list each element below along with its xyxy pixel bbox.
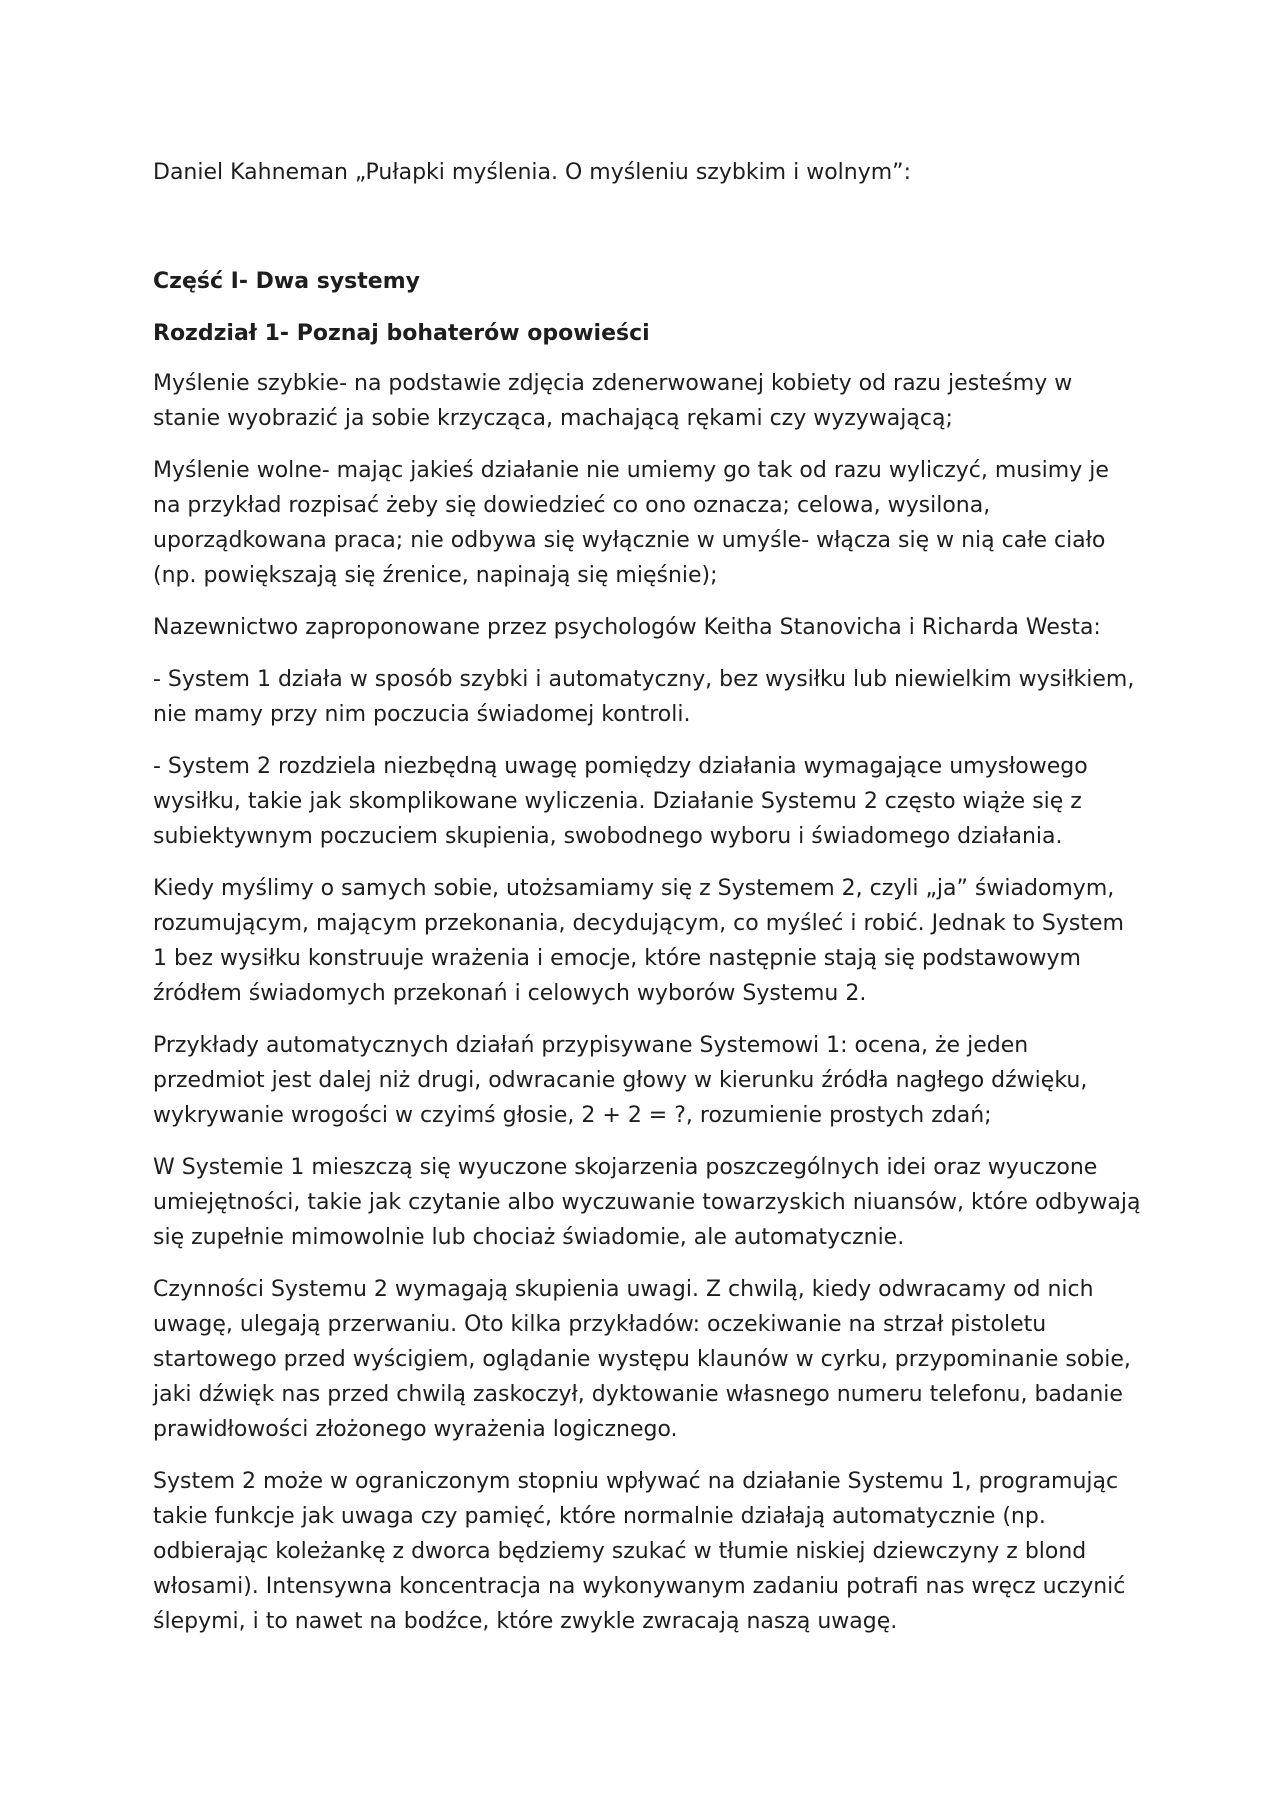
paragraph-nomenclature: Nazewnictwo zaproponowane przez psychologów Keitha Stanovicha i Richarda Westa: [153,615,1101,640]
paragraph-system-1: - System 1 działa w sposób szybki i automatyczny, bez wysiłku lub niewielkim wysiłkiem, nie mamy przy nim poczucia świadomej kontroli. [153,667,1135,727]
paragraph-system-2: - System 2 rozdziela niezbędną uwagę pomiędzy działania wymagające umysłowego wysiłku, takie jak skomplikowane wyliczenia. Działanie Systemu 2 często wiąże się z subiektywnym poczuciem skupienia, swobodnego wyboru i świadomego działania. [153,754,1088,849]
chapter-heading: Rozdział 1- Poznaj bohaterów opowieści [153,321,650,346]
paragraph-system-1-learned: W Systemie 1 mieszczą się wyuczone skojarzenia poszczególnych idei oraz wyuczone umiejętności, takie jak czytanie albo wyczuwanie towarzyskich niuansów, które odbywają się zupełnie mimowolnie lub chociaż świadomie, ale automatycznie. [153,1155,1141,1250]
part-heading: Część I- Dwa systemy [153,269,420,294]
document-title: Daniel Kahneman „Pułapki myślenia. O myśleniu szybkim i wolnym”: [153,160,911,185]
paragraph-system-2-influence: System 2 może w ograniczonym stopniu wpływać na działanie Systemu 1, programując takie funkcje jak uwaga czy pamięć, które normalnie działają automatycznie (np. odbierając koleżankę z dworca będziemy szukać w tłumie niskiej dziewczyny z blond włosami). Intensywna koncentracja na wykonywanym zadaniu potrafi nas wręcz uczynić ślepymi, i to nawet na bodźce, które zwykle zwracają naszą uwagę. [153,1469,1126,1634]
paragraph-self-identification: Kiedy myślimy o samych sobie, utożsamiamy się z Systemem 2, czyli „ja” świadomym, rozumującym, mającym przekonania, decydującym, co myśleć i robić. Jednak to System 1 bez wysiłku konstruuje wrażenia i emocje, które następnie stają się podstawowym źródłem świadomych przekonań i celowych wyborów Systemu 2. [153,876,1124,1006]
paragraph-fast-thinking: Myślenie szybkie- na podstawie zdjęcia zdenerwowanej kobiety od razu jesteśmy w stanie wyobrazić ja sobie krzycząca, machającą rękami czy wyzywającą; [153,371,1073,431]
paragraph-system-2-examples: Czynności Systemu 2 wymagają skupienia uwagi. Z chwilą, kiedy odwracamy od nich uwagę, ulegają przerwaniu. Oto kilka przykładów: oczekiwanie na strzał pistoletu startowego przed wyścigiem, oglądanie występu klaunów w cyrku, przypominanie sobie, jaki dźwięk nas przed chwilą zaskoczył, dyktowanie własnego numeru telefonu, badanie prawidłowości złożonego wyrażenia logicznego. [153,1277,1131,1442]
paragraph-system-1-examples: Przykłady automatycznych działań przypisywane Systemowi 1: ocena, że jeden przedmiot jest dalej niż drugi, odwracanie głowy w kierunku źródła nagłego dźwięku, wykrywanie wrogości w czyimś głosie, 2 + 2 = ?, rozumienie prostych zdań; [153,1033,1088,1128]
paragraph-slow-thinking: Myślenie wolne- mając jakieś działanie nie umiemy go tak od razu wyliczyć, musimy je na przykład rozpisać żeby się dowiedzieć co ono oznacza; celowa, wysilona, uporządkowana praca; nie odbywa się wyłącznie w umyśle- włącza się w nią całe ciało (np. powiększają się źrenice, napinają się mięśnie); [153,458,1109,588]
document-page [153,155,1143,1639]
